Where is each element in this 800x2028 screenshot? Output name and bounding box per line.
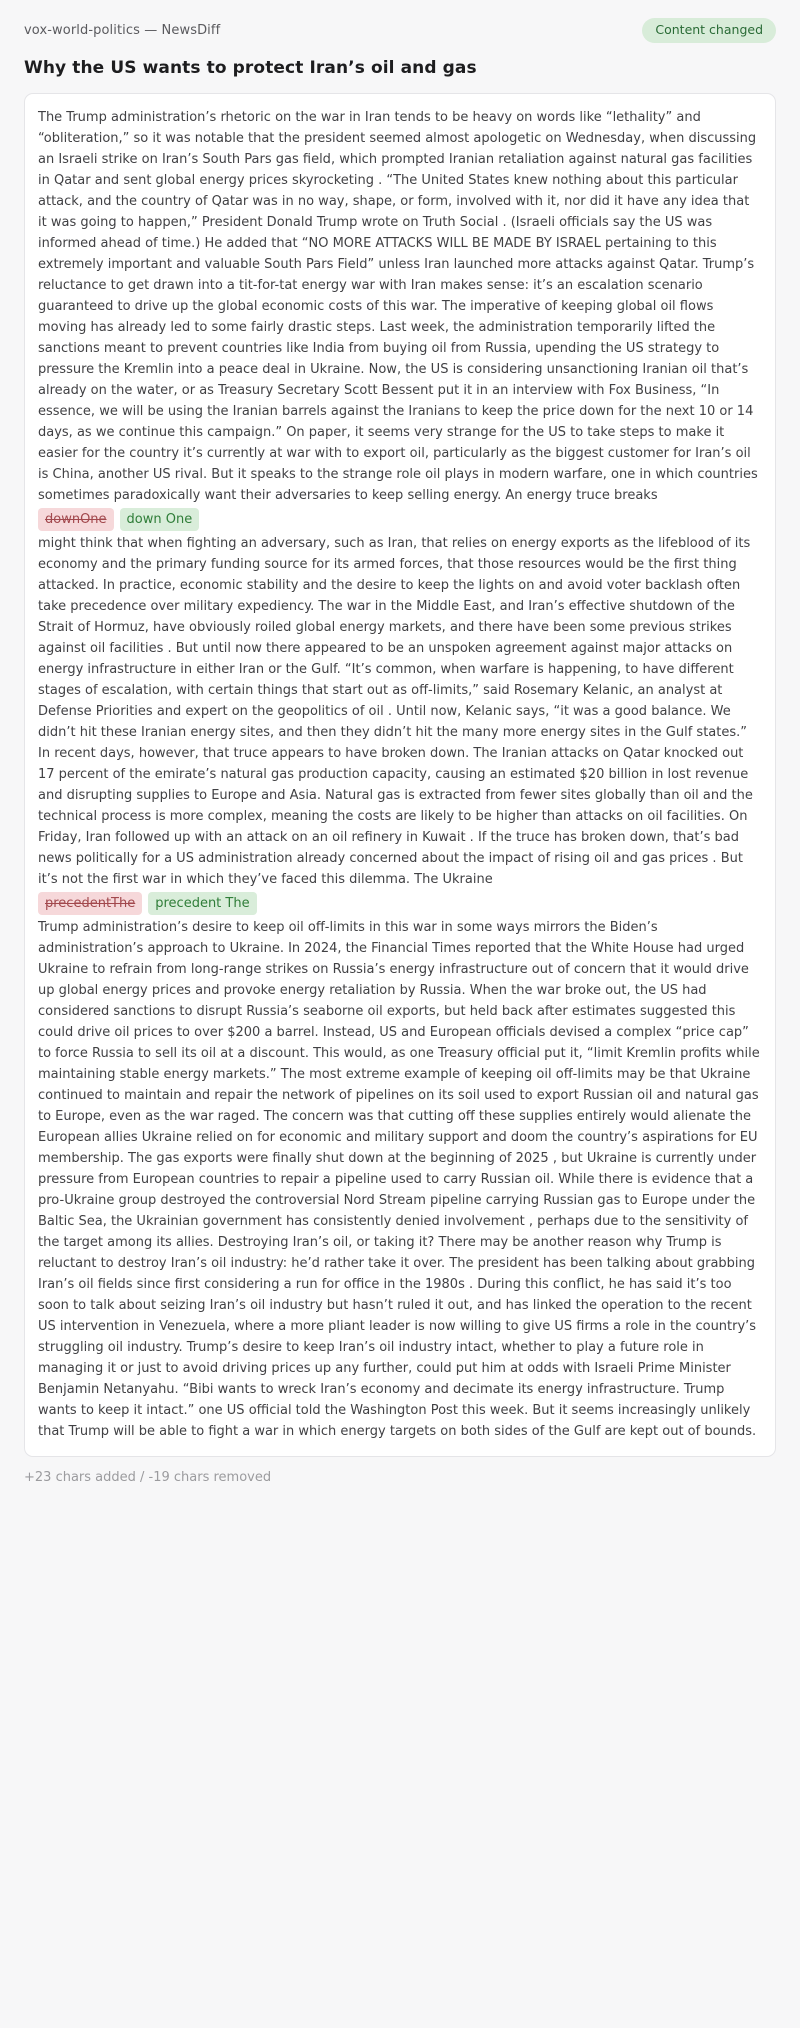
article-text: Trump administration’s desire to keep oil off-limits in this war in some ways mirrors the Biden’s administration’s approach to Ukraine. In 2024, the Financial Times reported that the White House had urged Ukraine to refrain from long-range strikes on Russia’s energy infrastructure out of concern that it would drive up global energy prices and provoke energy retaliation by Russia. When the war broke out, the US had considered sanctions to disrupt Russia’s seaborne oil exports, but held back after estimates suggested this could drive oil prices to over $200 a barrel. Instead, US and European officials devised a complex “price cap” to force Russia to sell its oil at a discount. This would, as one Treasury official put it, “limit Kremlin profits while maintaining stable energy markets.” The most extreme example of keeping oil off-limits may be that Ukraine continued to maintain and repair the network of pipelines on its soil used to export Russian oil and natural gas to Europe, even as the war raged. The concern was that cutting off these supplies entirely would alienate the European allies Ukraine relied on for economic and military support and doom the country’s aspirations for EU membership. The gas exports were finally shut down at the beginning of 2025 , but Ukraine is currently under pressure from European countries to repair a pipeline used to carry Russian oil. While there is evidence that a pro-Ukraine group destroyed the controversial Nord Stream pipeline carrying Russian gas to Europe under the Baltic Sea, the Ukrainian government has consistently denied involvement , perhaps due to the sensitivity of the target among its allies. Destroying Iran’s oil, or taking it? There may be another reason why Trump is reluctant to destroy Iran’s oil industry: he’d rather take it over. The president has been talking about grabbing Iran’s oil fields since first considering a run for office in the 1980s . During this conflict, he has said it’s too soon to talk about seizing Iran’s oil industry but hasn’t ruled it out, and has linked the operation to the recent US intervention in Venezuela, where a more pliant leader is now willing to give US firms a role in the country’s struggling oil industry. Trump’s desire to keep Iran’s oil industry intact, whether to play a future role in managing it or just to avoid driving prices up any further, could put him at odds with Israeli Prime Minister Benjamin Netanyahu. “Bibi wants to wreck Iran’s economy and decimate its energy infrastructure. Trump wants to keep it intact.” one US official told the Washington Post this week. But it seems increasingly unlikely that Trump will be able to fight a war in which energy targets on both sides of the Gulf are kept out of bounds. xyxy=(38,919,760,1439)
status-badge: Content changed xyxy=(642,18,776,43)
diff-added-text: down One xyxy=(120,508,200,531)
page-title: Why the US wants to protect Iran’s oil and gas xyxy=(24,57,477,78)
article-text: might think that when fighting an adversary, such as Iran, that relies on energy exports as the lifeblood of its economy and the primary funding source for its armed forces, that those resources would be the first thing attacked. In practice, economic stability and the desire to keep the lights on and avoid voter backlash often take precedence over military expediency. The war in the Middle East, and Iran’s effective shutdown of the Strait of Hormuz, have obviously roiled global energy markets, and there have been some previous strikes against oil facilities . But until now there appeared to be an unspoken agreement against major attacks on energy infrastructure in either Iran or the Gulf. “It’s common, when warfare is happening, to have different stages of escalation, with certain things that start out as off-limits,” said Rosemary Kelanic, an analyst at Defense Priorities and expert on the geopolitics of oil . Until now, Kelanic says, “it was a good balance. We didn’t hit these Iranian energy sites, and then they didn’t hit the many more energy sites in the Gulf states.” In recent days, however, that truce appears to have broken down. The Iranian attacks on Qatar knocked out 17 percent of the emirate’s natural gas production capacity, causing an estimated $20 billion in lost revenue and disrupting supplies to Europe and Asia. Natural gas is extracted from fewer sites globally than oil and the technical process is more complex, meaning the costs are likely to be higher than attacks on oil facilities. On Friday, Iran followed up with an attack on an oil refinery in Kuwait . If the truce has broken down, that’s bad news politically for a US administration already concerned about the impact of rising oil and gas prices . But it’s not the first war in which they’ve faced this dilemma. The Ukraine xyxy=(38,535,753,887)
article-card xyxy=(24,93,776,1457)
source-label: vox-world-politics — NewsDiff xyxy=(24,22,221,38)
diff-summary: +23 chars added / -19 chars removed xyxy=(24,1469,272,1485)
diff-removed-text: downOne xyxy=(38,508,114,531)
diff-added-text: precedent The xyxy=(148,892,256,915)
page-header xyxy=(24,18,776,43)
article-content xyxy=(38,107,762,1442)
diff-removed-text: precedentThe xyxy=(38,892,142,915)
article-text: The Trump administration’s rhetoric on the war in Iran tends to be heavy on words like “lethality” and “obliteration,” so it was notable that the president seemed almost apologetic on Wednesday, when discussing an Israeli strike on Iran’s South Pars gas field, which prompted Iranian retaliation against natural gas facilities in Qatar and sent global energy prices skyrocketing . “The United States knew nothing about this particular attack, and the country of Qatar was in no way, shape, or form, involved with it, nor did it have any idea that it was going to happen,” President Donald Trump wrote on Truth Social . (Israeli officials say the US was informed ahead of time.) He added that “NO MORE ATTACKS WILL BE MADE BY ISRAEL pertaining to this extremely important and valuable South Pars Field” unless Iran launched more attacks against Qatar. Trump’s reluctance to get drawn into a tit-for-tat energy war with Iran makes sense: it’s an escalation scenario guaranteed to drive up the global economic costs of this war. The imperative of keeping global oil flows moving has already led to some fairly drastic steps. Last week, the administration temporarily lifted the sanctions meant to prevent countries like India from buying oil from Russia, upending the US strategy to pressure the Kremlin into a peace deal in Ukraine. Now, the US is considering unsanctioning Iranian oil that’s already on the water, or as Treasury Secretary Scott Bessent put it in an interview with Fox Business, “In essence, we will be using the Iranian barrels against the Iranians to keep the price down for the next 10 or 14 days, as we continue this campaign.” On paper, it seems very strange for the US to take steps to make it easier for the country it’s currently at war with to export oil, particularly as the biggest customer for Iran’s oil is China, another US rival. But it speaks to the strange role oil plays in modern warfare, one in which countries sometimes paradoxically want their adversaries to keep selling energy. An energy truce breaks xyxy=(38,109,758,503)
